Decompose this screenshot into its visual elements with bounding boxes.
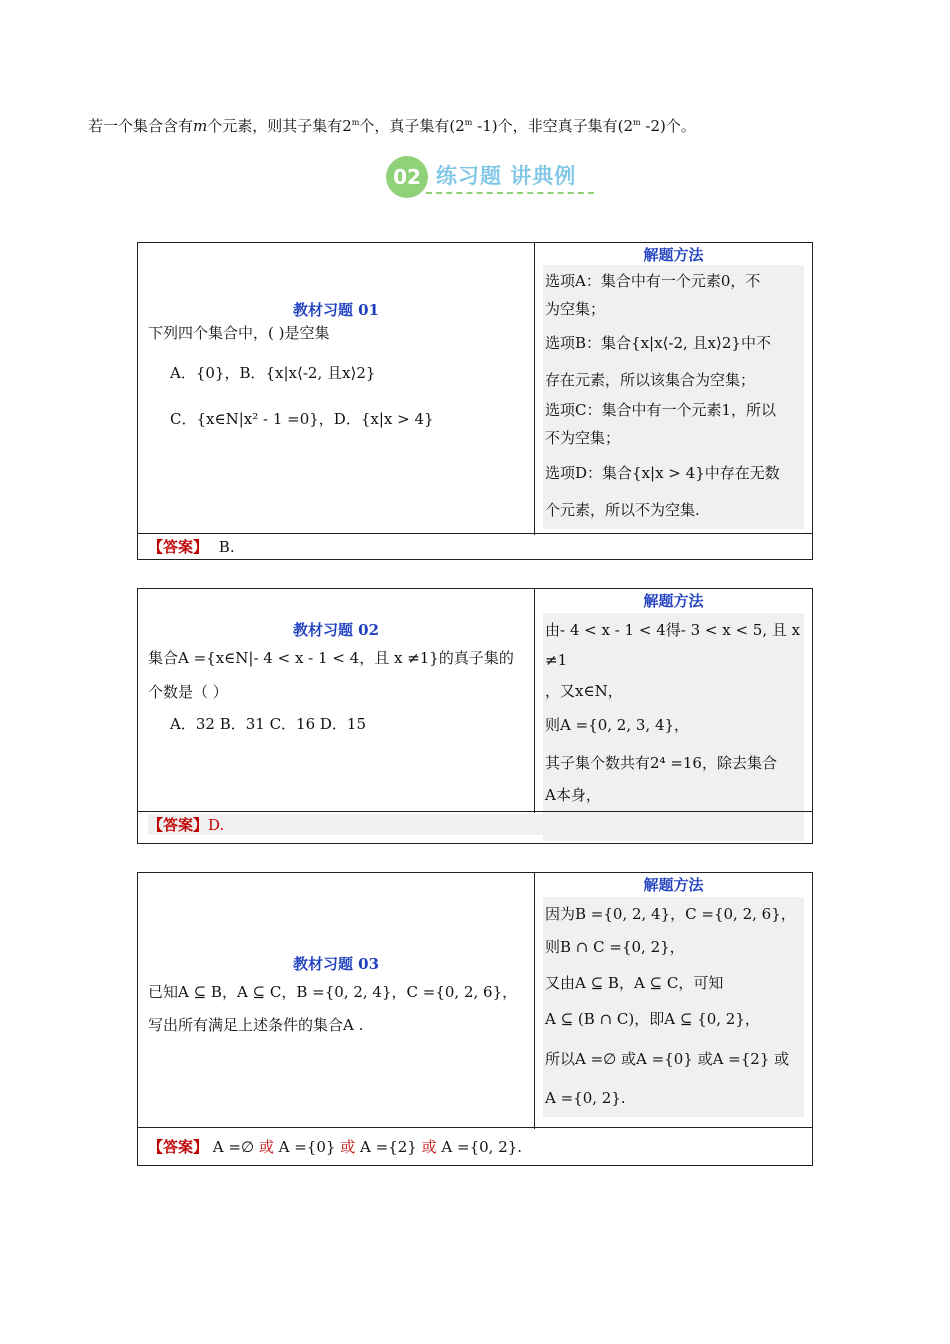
method-line: 选项D：集合{x|x > 4}中存在无数 xyxy=(545,464,780,482)
exercise-01-question xyxy=(138,243,535,535)
section-title: 练习题 讲典例 xyxy=(436,164,577,188)
answer-text: B. xyxy=(218,538,235,556)
exercise-02-question-text: 集合A ={x∈N|- 4 < x - 1 < 4，且 x ≠1}的真子集的 xyxy=(148,649,514,667)
exercise-02-options: A．32 B．31 C．16 D．15 xyxy=(170,715,367,733)
method-line: 选项A：集合中有一个元素0，不 xyxy=(545,272,761,290)
or-word: 或 xyxy=(421,1138,437,1156)
exercise-02 xyxy=(137,588,813,844)
exercise-01-options-cd: C．{x∈N|x² - 1 =0}，D．{x|x > 4} xyxy=(170,410,434,428)
exercise-03-question-text-2: 写出所有满足上述条件的集合A . xyxy=(148,1016,364,1034)
method-line: 选项B：集合{x|x⟨-2, 且x⟩2}中不 xyxy=(545,334,771,352)
intro-text: 若一个集合含有m个元素，则其子集有2$^m$个，真子集有(2$^m$ -1)个，非空真子集有(2$^m$ -2)个。 xyxy=(88,117,696,135)
answer-text: D. xyxy=(208,816,225,834)
exercise-01-method xyxy=(535,243,812,529)
method-line: 则B ∩ C ={0, 2}， xyxy=(545,938,685,956)
method-line: A ={0, 2}. xyxy=(545,1089,626,1107)
or-word: 或 xyxy=(340,1138,356,1156)
method-line: 选项C：集合中有一个元素1，所以 xyxy=(545,401,777,419)
method-line: ，又x∈N， xyxy=(545,682,623,700)
method-heading: 解题方法 xyxy=(643,592,704,610)
method-line: 因为B ={0, 2, 4}，C ={0, 2, 6}， xyxy=(545,905,796,923)
exercise-03-method-body xyxy=(543,897,804,1117)
method-line: 其子集个数共有2⁴ =16，除去集合 xyxy=(545,754,777,772)
answer-period: . xyxy=(517,1138,523,1156)
exercise-01-question-text: 下列四个集合中，( )是空集 xyxy=(148,324,330,342)
method-line: 则A ={0, 2, 3, 4}， xyxy=(545,716,690,734)
method-line: A本身， xyxy=(545,786,601,804)
exercise-01 xyxy=(137,242,813,560)
exercise-01-method-body xyxy=(543,265,804,529)
method-heading: 解题方法 xyxy=(643,876,704,894)
exercise-01-options-ab: A．{0}，B．{x|x⟨-2, 且x⟩2} xyxy=(170,364,376,382)
exercise-02-answer xyxy=(138,811,812,843)
answer-tag: 【答案】 xyxy=(148,538,209,556)
method-line: 个元素，所以不为空集. xyxy=(545,501,700,519)
method-line: 由- 4 < x - 1 < 4得- 3 < x < 5, 且 x ≠1 xyxy=(545,621,801,669)
method-line: A ⊆ (B ∩ C)，即A ⊆ {0, 2}， xyxy=(545,1010,760,1028)
exercise-02-question xyxy=(138,589,535,813)
answer-part: A ={2} xyxy=(360,1138,417,1156)
exercise-03-answer xyxy=(138,1127,812,1165)
exercise-03-question xyxy=(138,873,535,1129)
exercise-03 xyxy=(137,872,813,1166)
exercise-02-title: 教材习题 02 xyxy=(292,621,380,639)
exercise-02-method xyxy=(535,589,812,841)
method-heading: 解题方法 xyxy=(643,246,704,264)
method-line: 所以A =∅ 或A ={0} 或A ={2} 或 xyxy=(545,1050,790,1068)
method-line: 存在元素，所以该集合为空集； xyxy=(545,371,756,389)
section-badge xyxy=(386,154,596,198)
exercise-02-method-body xyxy=(543,613,804,841)
answer-tag: 【答案】 xyxy=(148,816,209,834)
section-number: 02 xyxy=(386,156,428,198)
exercise-02-answer-inner xyxy=(148,814,804,835)
method-line: 不为空集； xyxy=(545,429,621,447)
answer-part: A ={0, 2} xyxy=(441,1138,518,1156)
answer-part: A ={0} xyxy=(278,1138,336,1156)
method-line: 又由A ⊆ B，A ⊆ C，可知 xyxy=(545,974,724,992)
exercise-01-title: 教材习题 01 xyxy=(292,301,380,319)
exercise-03-title: 教材习题 03 xyxy=(292,955,380,973)
exercise-03-question-text: 已知A ⊆ B，A ⊆ C，B ={0, 2, 4}，C ={0, 2, 6}， xyxy=(148,983,518,1001)
exercise-02-question-text-2: 个数是（ ） xyxy=(148,683,228,701)
or-word: 或 xyxy=(258,1138,274,1156)
answer-part: A =∅ xyxy=(212,1138,255,1156)
answer-tag: 【答案】 xyxy=(148,1138,209,1156)
exercise-01-answer xyxy=(138,533,812,559)
exercise-03-method xyxy=(535,873,812,1117)
section-divider xyxy=(426,192,594,194)
method-line: 为空集； xyxy=(545,300,606,318)
